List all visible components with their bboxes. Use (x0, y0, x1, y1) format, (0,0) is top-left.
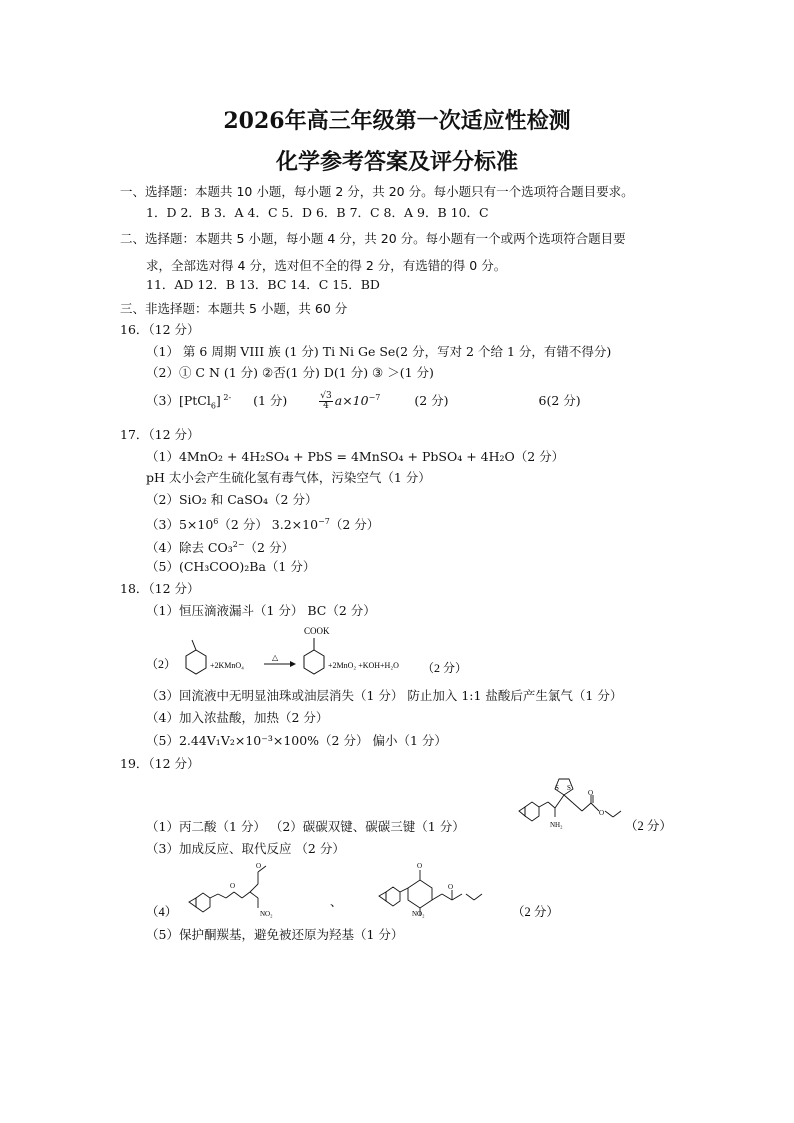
page-subtitle: 化学参考答案及评分标准 (275, 149, 518, 175)
q19-l3-prefix: （4） (146, 905, 178, 919)
q16-l3d-sup: −7 (368, 393, 381, 402)
section2-header-line2: 求，全部选对得 4 分，选对但不全的得 2 分，有选错的得 0 分。 (146, 258, 507, 273)
q19-line2: （3）加成反应、取代反应 （2 分） (146, 841, 345, 856)
q19-carbonyl-o: O (588, 789, 594, 797)
q17-l5a: （4）除去 CO₃ (146, 540, 233, 556)
q18-heat-condition: △ (272, 653, 279, 662)
section1-answers: 1．D 2．B 3．A 4．C 5．D 6．B 7．C 8．A 9．B 10．C (146, 205, 489, 220)
q16-line1: （1） 第 6 周期 VIII 族 (1 分) Ti Ni Ge Se(2 分，写对 2 个给 1 分，有错不得分) (146, 344, 612, 359)
q17-l5b: （2 分） (244, 540, 294, 556)
q16-fraction (319, 392, 332, 411)
q19-l3-separator: 、 (330, 895, 343, 909)
q17-l4c: （2 分） (329, 517, 380, 533)
q18-line5: （5）2.44V₁V₂×10⁻³×100%（2 分） 偏小（1 分） (146, 733, 447, 748)
q16-l3b: ] (215, 393, 221, 409)
q16-frac-num: √3 (320, 391, 332, 402)
q16-line3 (146, 390, 581, 415)
q19-line1: （1）丙二酸（1 分） （2）碳碳双键、碳碳三键（1 分） (146, 819, 465, 834)
q17-line3: （2）SiO₂ 和 CaSO₄（2 分） (146, 492, 318, 507)
q19-l1-score: （2 分） (625, 819, 672, 833)
q19-ester-o: O (599, 809, 605, 817)
q18-l2-prefix: （2） (146, 657, 177, 671)
q17-heading: 17．（12 分） (120, 427, 200, 442)
q17-l4b-sup: −7 (318, 517, 330, 526)
q16-l3c: (1 分) (253, 393, 288, 409)
q18-cook-label: COOK (304, 626, 330, 636)
q18-products: +2MnO₂ +KOH+H₂O (328, 661, 399, 670)
q16-l3d: a×10 (334, 393, 369, 409)
q18-line1: （1）恒压滴液漏斗（1 分） BC（2 分） (146, 603, 376, 618)
q17-line6: （5）(CH₃COO)₂Ba（1 分） (146, 559, 316, 574)
q18-reagent: +2KMnO₄ (210, 661, 244, 670)
q16-frac-den: 4 (323, 401, 329, 412)
q17-line2: pH 太小会产生硫化氢有毒气体，污染空气（1 分） (146, 470, 431, 485)
page-title: 2026年高三年级第一次适应性检测 (223, 108, 571, 134)
q19-ester-o-1: O (256, 862, 262, 870)
q16-l3e: (2 分) (414, 393, 449, 409)
q19-l3-score: （2 分） (512, 905, 559, 919)
nitro-enone-structure (189, 866, 266, 912)
q19-nitro-2: NO₂ (412, 910, 425, 918)
q19-line4: （5）保护酮羰基，避免被还原为羟基（1 分） (146, 927, 404, 942)
q19-intermediate-structures (146, 858, 566, 920)
q18-line4: （4）加入浓盐酸，加热（2 分） (146, 710, 329, 725)
q16-l3-sub: 6 (210, 401, 216, 411)
q17-line1: （1）4MnO₂ + 4H₂SO₄ + PbS = 4MnSO₄ + PbSO₄ + 4H₂O（2 分） (146, 449, 565, 464)
q19-heading: 19．（12 分） (120, 756, 200, 771)
section2-header-line1: 二、选择题：本题共 5 小题，每小题 4 分，共 20 分。每小题有一个或两个选项符合题目要 (120, 231, 626, 246)
q19-product-structure (515, 775, 715, 837)
q16-heading: 16．（12 分） (120, 322, 200, 337)
q19-amine-group: NH₂ (550, 821, 563, 829)
q18-reaction-equation (146, 620, 476, 680)
potassium-benzoate-structure (304, 638, 324, 674)
q19-s-atom-2: S (567, 784, 571, 792)
reaction-arrow (264, 661, 296, 667)
q16-l3f: 6(2 分) (538, 393, 581, 409)
section3-header: 三、非选择题：本题共 5 小题，共 60 分 (120, 301, 348, 316)
toluene-structure (186, 640, 206, 674)
q19-ring-ketone-o: O (417, 862, 423, 870)
q17-l4a-sup: 6 (213, 517, 219, 526)
q17-l4b: （2 分） 3.2×10 (218, 517, 319, 533)
q17-l5-sup: 2− (232, 540, 245, 549)
q16-line2: （2）① C N (1 分) ②否(1 分) D(1 分) ③ ＞(1 分) (146, 365, 434, 380)
q19-nitro-1: NO₂ (260, 910, 273, 918)
q19-s-atom-1: S (555, 784, 559, 792)
section2-answers: 11．AD 12．B 13．BC 14．C 15．BD (146, 277, 380, 292)
q17-line4 (146, 514, 379, 533)
q19-ester-o-2: O (448, 883, 454, 891)
q16-l3-sup: 2- (220, 393, 232, 402)
q17-l4a: （3）5×10 (146, 517, 214, 533)
q16-l3a: （3）[PtCl (146, 393, 211, 409)
section1-header: 一、选择题：本题共 10 小题，每小题 2 分，共 20 分。每小题只有一个选项符合题目要求。 (120, 184, 634, 199)
q18-line3: （3）回流液中无明显油珠或油层消失（1 分） 防止加入 1:1 盐酸后产生氯气（1 分） (146, 688, 623, 703)
q18-l2-score: （2 分） (422, 661, 468, 675)
nitro-cyclohexanone-structure (379, 870, 482, 916)
q19-ketone-o: O (230, 882, 236, 890)
q17-line5 (146, 537, 294, 556)
q18-heading: 18．（12 分） (120, 581, 200, 596)
